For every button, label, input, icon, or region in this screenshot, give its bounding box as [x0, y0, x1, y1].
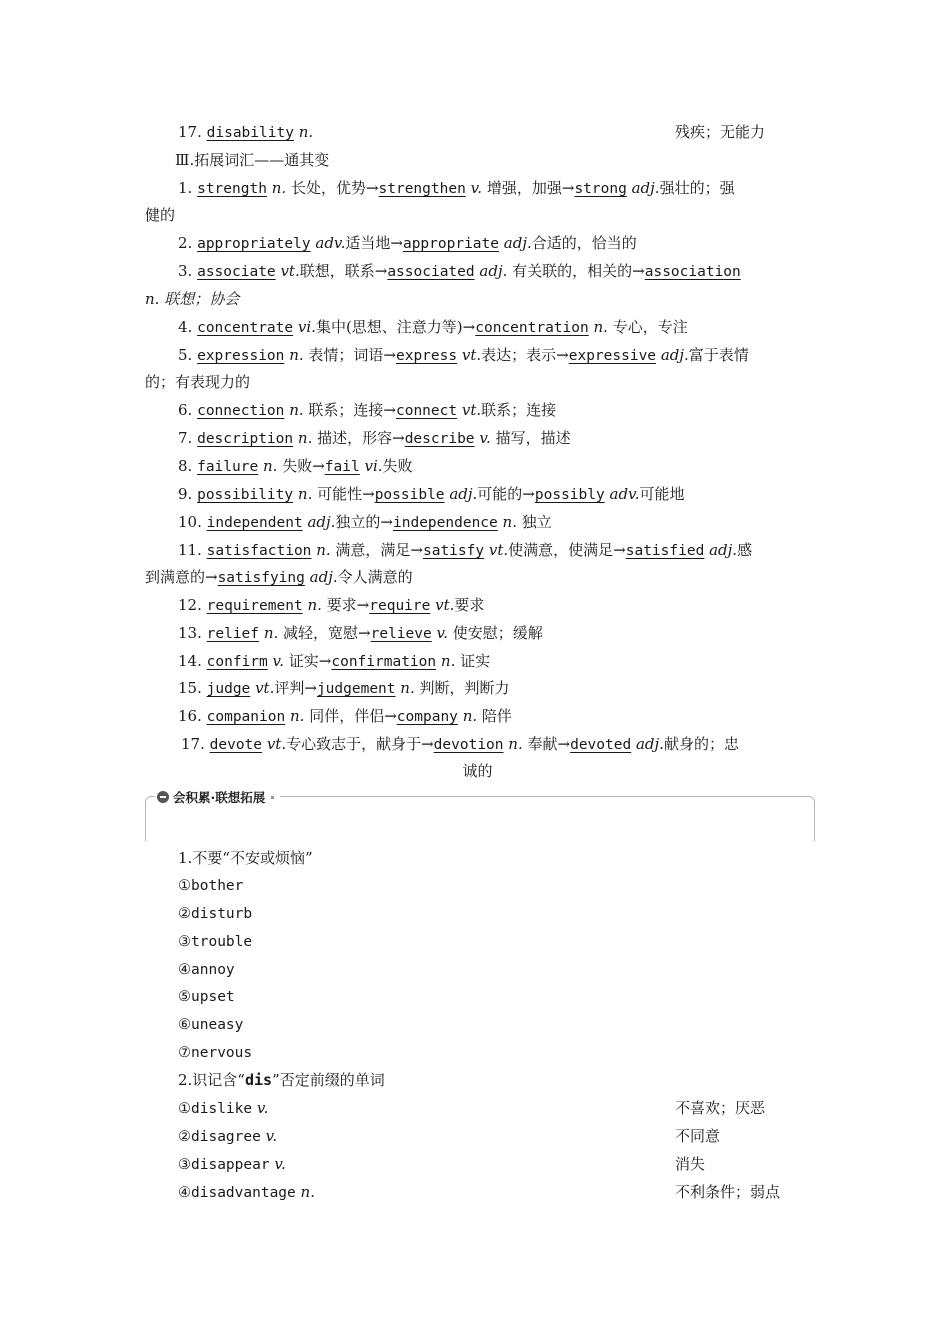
- vocab-row: 10. independent adj.独立的→independence n. 独立: [178, 513, 552, 531]
- vocab-row: 9. possibility n. 可能性→possible adj.可能的→possibly adv.可能地: [178, 485, 685, 503]
- word-item: ①bother: [178, 878, 244, 894]
- vocab-row: 13. relief n. 减轻，宽慰→relieve v. 使安慰；缓解: [178, 624, 543, 642]
- vocab-word: express: [395, 348, 458, 364]
- vocab-word: satisfaction: [206, 543, 312, 559]
- vocab-word: connect: [395, 403, 458, 419]
- vocab-row: 4. concentrate vi.集中(思想、注意力等)→concentration n. 专心，专注: [178, 318, 688, 336]
- vocab-word: strong: [574, 181, 627, 197]
- vocab-word: association: [644, 264, 741, 280]
- word-item: ④annoy: [178, 962, 235, 978]
- section-banner: [145, 786, 815, 840]
- vocab-row: 16. companion n. 同伴，伴侣→company n. 陪伴: [178, 707, 512, 725]
- vocab-word: concentration: [475, 320, 589, 336]
- vocab-row: 17. devote vt.专心致志于，献身于→devotion n. 奉献→devoted adj.献身的；忠: [181, 735, 739, 753]
- word-item: ⑤upset: [178, 989, 235, 1005]
- vocab-word: associate: [197, 264, 276, 280]
- banner-label-text: 会积累·联想拓展: [173, 790, 266, 805]
- vocab-word: relieve: [370, 626, 432, 642]
- vocab-word: appropriate: [402, 236, 499, 252]
- vocab-word: confirm: [206, 654, 268, 670]
- vocab-row-cont: 健的: [145, 206, 176, 224]
- word-item: ②disturb: [178, 906, 253, 922]
- vocab-row: 15. judge vt.评判→judgement n. 判断，判断力: [178, 679, 510, 697]
- vocab-word: relief: [206, 626, 260, 642]
- vocab-word: strengthen: [378, 181, 466, 197]
- vocab-word: expression: [197, 348, 285, 364]
- vocab-row: 2. appropriately adv.适当地→appropriate adj.合适的，恰当的: [178, 234, 637, 252]
- word-item: ⑦nervous: [178, 1045, 253, 1061]
- vocab-word: satisfying: [217, 570, 305, 586]
- group-title: 1.不要“不安或烦恼”: [178, 849, 313, 867]
- vocab-meaning: 残疾；无能力: [675, 123, 766, 141]
- vocab-word: satisfy: [422, 543, 485, 559]
- word-item: ③disappear v. 消失: [178, 1155, 706, 1173]
- vocab-row-cont: 诚的: [462, 762, 493, 780]
- vocab-word: requirement: [206, 598, 303, 614]
- minus-circle-icon: [157, 791, 169, 803]
- vocab-row: 12. requirement n. 要求→require vt.要求: [178, 596, 485, 614]
- vocab-word: associated: [387, 264, 475, 280]
- dot-icon: [271, 796, 274, 799]
- vocab-row: 11. satisfaction n. 满意，满足→satisfy vt.使满意，使满足→satisfied adj.感: [178, 541, 753, 559]
- vocab-row: 1. strength n. 长处，优势→strengthen v. 增强，加强→strong adj.强壮的；强: [178, 179, 735, 197]
- vocab-word: devotion: [433, 737, 504, 753]
- vocab-word: company: [396, 709, 458, 725]
- vocab-word: fail: [324, 459, 360, 475]
- vocab-row: 5. expression n. 表情；词语→express vt.表达；表示→expressive adj.富于表情: [178, 346, 749, 364]
- vocab-row: 14. confirm v. 证实→confirmation n. 证实: [178, 652, 491, 670]
- word-item: ⑥uneasy: [178, 1017, 244, 1033]
- vocab-word: possibly: [534, 487, 605, 503]
- vocab-word: possible: [374, 487, 445, 503]
- vocab-word: strength: [197, 181, 267, 197]
- vocab-row-cont: 到满意的→satisfying adj.令人满意的: [145, 568, 413, 586]
- vocab-row-cont: 的；有表现力的: [145, 373, 251, 391]
- vocab-word: independent: [206, 515, 303, 531]
- vocab-word: devoted: [570, 737, 632, 753]
- word-item: ②disagree v. 不同意: [178, 1127, 721, 1145]
- vocab-row: 6. connection n. 联系；连接→connect vt.联系；连接: [178, 401, 557, 419]
- vocab-word: companion: [206, 709, 286, 725]
- vocab-row-cont: n. 联想；协会: [145, 290, 240, 308]
- vocab-word: confirmation: [331, 654, 437, 670]
- vocab-word: devote: [209, 737, 263, 753]
- vocab-word: independence: [393, 515, 498, 531]
- vocab-word: appropriately: [197, 236, 311, 252]
- item-number: 17.: [178, 123, 202, 141]
- vocab-word: disability: [206, 125, 294, 141]
- vocab-word: judgement: [316, 681, 396, 697]
- vocab-word: satisfied: [625, 543, 705, 559]
- part-of-speech: n.: [298, 123, 314, 141]
- word-item: ④disadvantage n. 不利条件；弱点: [178, 1183, 781, 1201]
- banner-label: [155, 788, 280, 806]
- vocab-word: concentrate: [197, 320, 294, 336]
- word-item: ③trouble: [178, 934, 253, 950]
- section-title: Ⅲ.拓展词汇——通其变: [175, 151, 330, 169]
- vocab-row: 8. failure n. 失败→fail vi.失败: [178, 457, 413, 475]
- vocab-word: connection: [197, 403, 285, 419]
- vocab-row: 7. description n. 描述，形容→describe v. 描写，描述: [178, 429, 571, 447]
- vocab-word: describe: [404, 431, 475, 447]
- vocab-word: judge: [206, 681, 251, 697]
- vocab-row: [145, 122, 843, 143]
- vocab-word: description: [197, 431, 294, 447]
- group-title: 2.识记含“dis”否定前缀的单词: [178, 1071, 385, 1089]
- vocab-word: failure: [197, 459, 259, 475]
- vocab-row: 3. associate vt.联想，联系→associated adj. 有关联的，相关的→association: [178, 262, 741, 280]
- vocab-word: expressive: [568, 348, 657, 364]
- vocab-word: possibility: [197, 487, 294, 503]
- word-item: ①dislike v. 不喜欢；厌恶: [178, 1099, 766, 1117]
- vocab-word: require: [369, 598, 431, 614]
